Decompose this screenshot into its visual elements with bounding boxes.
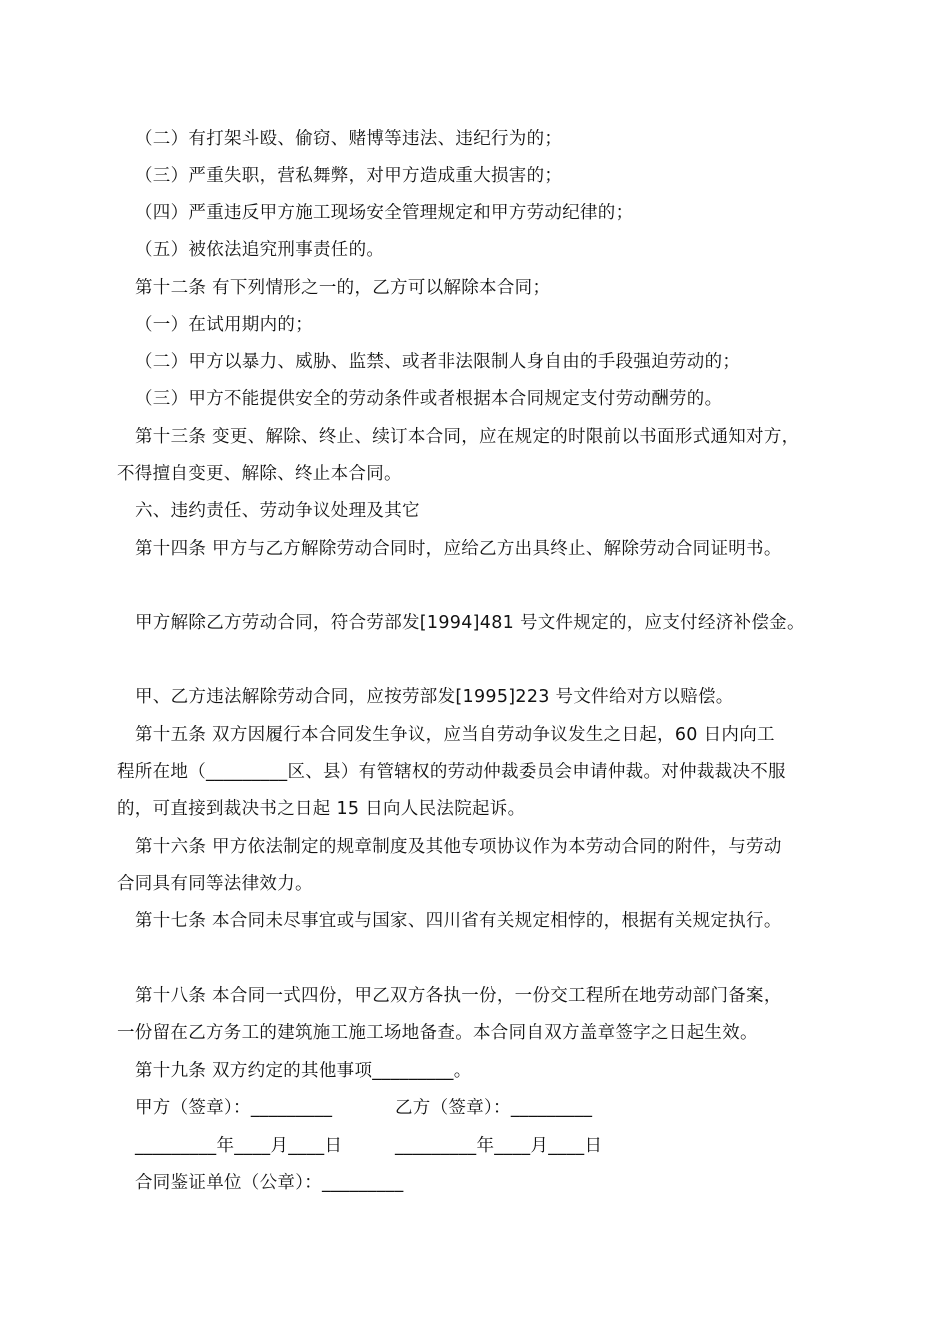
clause-13-line-1: 第十三条 变更、解除、终止、续订本合同，应在规定的时限前以书面形式通知对方， bbox=[135, 427, 800, 447]
clause-14-compensation: 甲方解除乙方劳动合同，符合劳部发[1994]481 号文件规定的，应支付经济补偿金。 bbox=[135, 613, 805, 633]
clause-12-item-1: （一）在试用期内的； bbox=[135, 315, 313, 335]
clause-17: 第十七条 本合同未尽事宜或与国家、四川省有关规定相悖的，根据有关规定执行。 bbox=[135, 911, 782, 931]
clause-18-line-2: 一份留在乙方务工的建筑施工施工场地备查。本合同自双方盖章签字之日起生效。 bbox=[117, 1023, 758, 1043]
clause-11-item-3: （三）严重失职，营私舞弊，对甲方造成重大损害的； bbox=[135, 166, 563, 186]
clause-16-line-1: 第十六条 甲方依法制定的规章制度及其他专项协议作为本劳动合同的附件，与劳动 bbox=[135, 837, 782, 857]
clause-11-item-4: （四）严重违反甲方施工现场安全管理规定和甲方劳动纪律的； bbox=[135, 203, 634, 223]
clause-14-indemnity: 甲、乙方违法解除劳动合同，应按劳部发[1995]223 号文件给对方以赔偿。 bbox=[135, 687, 734, 707]
clause-15-line-3: 的，可直接到裁决书之日起 15 日向人民法院起诉。 bbox=[117, 799, 526, 819]
clause-14: 第十四条 甲方与乙方解除劳动合同时，应给乙方出具终止、解除劳动合同证明书。 bbox=[135, 539, 782, 559]
clause-11-item-5: （五）被依法追究刑事责任的。 bbox=[135, 240, 385, 260]
clause-18-line-1: 第十八条 本合同一式四份，甲乙双方各执一份，一份交工程所在地劳动部门备案， bbox=[135, 986, 782, 1006]
clause-16-line-2: 合同具有同等法律效力。 bbox=[117, 874, 313, 894]
party-a-date-field: _________年____月____日 bbox=[135, 1136, 343, 1156]
party-a-signature-field: 甲方（签章）：_________ bbox=[135, 1098, 333, 1118]
party-b-signature-field: 乙方（签章）：_________ bbox=[395, 1098, 593, 1118]
clause-15-line-1: 第十五条 双方因履行本合同发生争议，应当自劳动争议发生之日起，60 日内向工 bbox=[135, 725, 775, 745]
party-b-date-field: _________年____月____日 bbox=[395, 1136, 603, 1156]
clause-11-item-2: （二）有打架斗殴、偷窃、赌博等违法、违纪行为的； bbox=[135, 129, 563, 149]
clause-19: 第十九条 双方约定的其他事项_________。 bbox=[135, 1061, 472, 1081]
clause-12-heading: 第十二条 有下列情形之一的，乙方可以解除本合同； bbox=[135, 278, 551, 298]
authentication-unit-field: 合同鉴证单位（公章）：_________ bbox=[135, 1173, 404, 1193]
clause-13-line-2: 不得擅自变更、解除、终止本合同。 bbox=[117, 464, 402, 484]
section-6-heading: 六、违约责任、劳动争议处理及其它 bbox=[135, 501, 420, 521]
clause-15-line-2: 程所在地（_________区、县）有管辖权的劳动仲裁委员会申请仲裁。对仲裁裁决不服 bbox=[117, 762, 786, 782]
clause-12-item-2: （二）甲方以暴力、威胁、监禁、或者非法限制人身自由的手段强迫劳动的； bbox=[135, 352, 741, 372]
clause-12-item-3: （三）甲方不能提供安全的劳动条件或者根据本合同规定支付劳动酬劳的。 bbox=[135, 389, 723, 409]
